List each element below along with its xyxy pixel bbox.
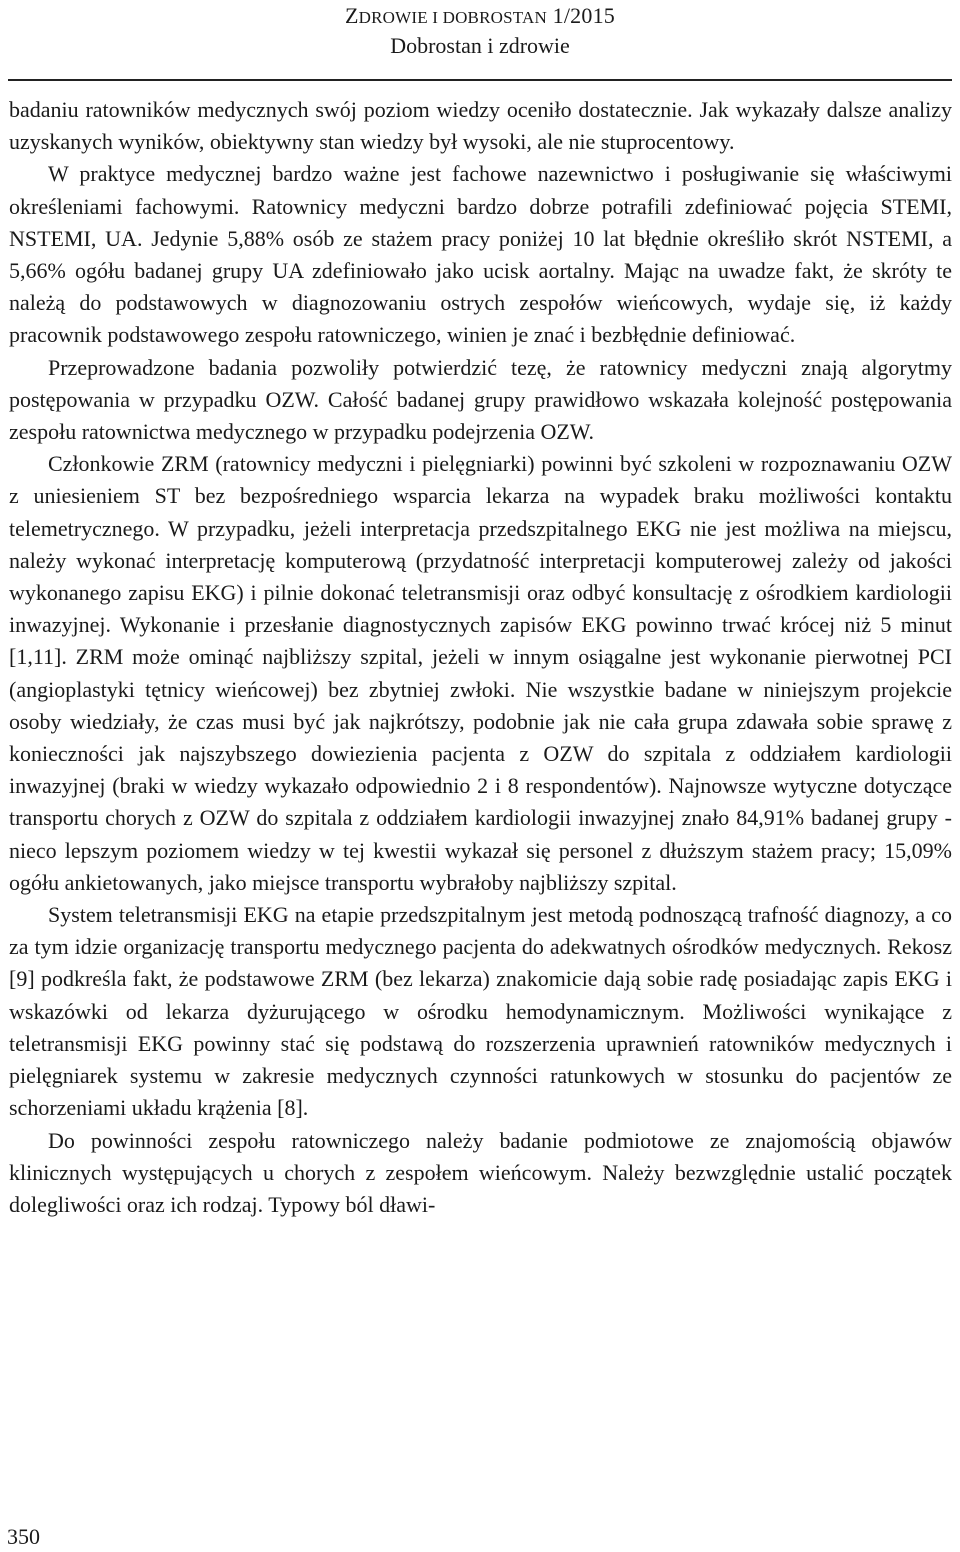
header-rule [8,79,952,81]
article-body [9,94,952,1221]
paragraph: Członkowie ZRM (ratownicy medyczni i pielęgniarki) powinni być szkoleni w rozpoznawaniu OZW z uniesieniem ST bez bezpośredniego wsparcia lekarza na wypadek braku możliwości kontaktu telemetrycznego. W przypadku, jeżeli interpretacja przedszpitalnego EKG nie jest możliwa na miejscu, należy wykonać interpretację komputerową (przydatność interpretacji komputerowej zależy od jakości wykonanego zapisu EKG) i pilnie dokonać teletransmisji oraz odbyć konsultację z ośrodkiem kardiologii inwazyjnej. Wykonanie i przesłanie diagnostycznych zapisów EKG powinno trwać krócej niż 5 minut [1,11]. ZRM może ominąć najbliższy szpital, jeżeli w innym osiągalne jest wykonanie pierwotnej PCI (angioplastyki tętnicy wieńcowej) bez zbytniej zwłoki. Nie wszystkie badane w niniejszym projekcie osoby wiedziały, że czas musi być jak najkrótszy, podobnie jak nie cała grupa zdawała sobie sprawę z konieczności jak najszybszego dowiezienia pacjenta z OZW do szpitala z oddziałem kardiologii inwazyjnej (braki w wiedzy wykazało odpowiednio 2 i 8 respondentów). Najnowsze wytyczne dotyczące transportu chorych z OZW do szpitala z oddziałem kardiologii inwazyjnej znało 84,91% badanej grupy - nieco lepszym poziomem wiedzy w tej kwestii wykazał się personel z dłuższym stażem pracy; 15,09% ogółu ankietowanych, jako miejsce transportu wybrałoby najbliższy szpital. [9,451,952,895]
journal-title-rest: DROWIE I DOBROSTAN [358,8,547,27]
journal-title [0,3,960,29]
journal-issue: 1/2015 [552,3,615,28]
paragraph: badaniu ratowników medycznych swój poziom wiedzy oceniło dostatecznie. Jak wykazały dalsze analizy uzyskanych wyników, obiektywny stan wiedzy był wysoki, ale nie stuprocentowy. [9,97,952,155]
paragraph: Przeprowadzone badania pozwoliły potwierdzić tezę, że ratownicy medyczni znają algorytmy postępowania w przypadku OZW. Całość badanej grupy prawidłowo wskazała kolejność postępowania zespołu ratownictwa medycznego w przypadku podejrzenia OZW. [9,354,952,445]
page-number: 350 [7,1524,40,1549]
journal-title-initial: Z [345,3,359,28]
paragraph: W praktyce medycznej bardzo ważne jest fachowe nazewnictwo i posługiwanie się właściwymi określeniami fachowymi. Ratownicy medyczni bardzo dobrze potrafili zdefiniować pojęcia STEMI, NSTEMI, UA. Jedynie 5,88% osób ze stażem pracy poniżej 10 lat błędnie określiło skrót NSTEMI, a 5,66% ogółu badanej grupy UA zdefiniowało jako ucisk aortalny. Mając na uwadze fakt, że skróty te należą do podstawowych w diagnozowaniu ostrych zespołów wieńcowych, wydaje się, iż każdy pracownik podstawowego zespołu ratowniczego, winien je znać i bezbłędnie definiować. [9,161,952,348]
section-subtitle: Dobrostan i zdrowie [390,33,570,58]
paragraph: Do powinności zespołu ratowniczego należy badanie podmiotowe ze znajomością objawów klinicznych występujących u chorych z zespołem wieńcowym. Należy bezwzględnie ustalić początek dolegliwości oraz ich rodzaj. Typowy ból dławi- [9,1127,952,1217]
paragraph: System teletransmisji EKG na etapie przedszpitalnym jest metodą podnoszącą trafność diagnozy, a co za tym idzie organizację transportu medycznego pacjenta do adekwatnych ośrodków medycznych. Rekosz [9] podkreśla fakt, że podstawowe ZRM (bez lekarza) znakomicie dają sobie radę posiadając zapis EKG i wskazówki od lekarza dyżurującego w ośrodku hemodynamicznym. Możliwości wynikające z teletransmisji EKG powinny stać się podstawą do rozszerzenia uprawnień ratowników medycznych i pielęgniarek systemu w zakresie medycznych czynności ratunkowych w stosunku do pacjentów ze schorzeniami układu krążenia [8]. [9,902,952,1121]
